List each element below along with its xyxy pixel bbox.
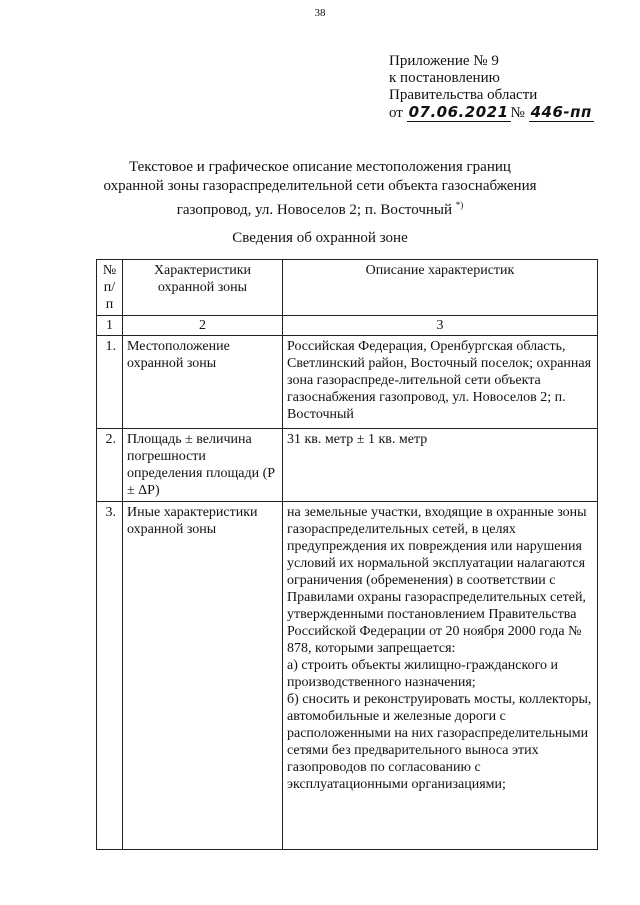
appendix-line-1: Приложение № 9 [389, 53, 499, 69]
appendix-date-line [389, 104, 594, 122]
row-characteristic: Местоположение охранной зоны [123, 336, 283, 429]
title-line-1: Текстовое и графическое описание местоположения границ [129, 159, 511, 175]
handwritten-date: 07.06.2021 [408, 103, 509, 121]
footnote-mark: *) [455, 200, 464, 210]
section-title: Сведения об охранной зоне [232, 230, 408, 246]
restriction-item-a: а) строить объекты жилищно-гражданского и производственного назначения; [287, 658, 558, 690]
header-description: Описание характеристик [283, 260, 598, 316]
title-line-3 [0, 196, 640, 220]
row-characteristic: Площадь ± величина погрешности определения площади (P ± ΔP) [123, 429, 283, 502]
number-prefix: № [510, 105, 525, 121]
appendix-line-3: Правительства области [389, 87, 538, 103]
document-title [0, 158, 640, 220]
column-number-3: 3 [283, 316, 598, 336]
appendix-line-2: к постановлению [389, 70, 500, 86]
page-number: 38 [314, 7, 326, 19]
table-row [97, 429, 598, 502]
appendix-block [389, 53, 594, 122]
title-line-2: охранной зоны газораспределительной сети объекта газоснабжения [103, 178, 537, 194]
restriction-item-b: б) сносить и реконструировать мосты, коллекторы, автомобильные и железные дороги с расположенными на них газораспределительными сетями без предварительного выноса этих газопроводов по согласованию с эксплуатационными организациями; [287, 692, 592, 792]
column-number-2: 2 [123, 316, 283, 336]
row-number: 2. [97, 429, 123, 502]
date-prefix: от [389, 105, 403, 121]
table-header-row [97, 260, 598, 316]
table-row [97, 502, 598, 850]
column-number-1: 1 [97, 316, 123, 336]
row-number: 1. [97, 336, 123, 429]
protection-zone-table [96, 259, 598, 850]
row-description [283, 502, 598, 850]
row-description: Российская Федерация, Оренбургская область, Светлинский район, Восточный поселок; охранная зона газораспреде-лительной сети объекта газоснабжения газопровод, ул. Новоселов 2; п. Восточный [283, 336, 598, 429]
title-line-3-text: газопровод, ул. Новоселов 2; п. Восточный [176, 202, 453, 218]
table-row [97, 336, 598, 429]
restrictions-intro: на земельные участки, входящие в охранные зоны газораспределительных сетей, в целях предупреждения их повреждения или нарушения условий их нормальной эксплуатации налагаются ограничения (обременения) в соответствии с Правилами охраны газораспределительных сетей, утвержденными постановлением Правительства Российской Федерации от 20 ноября 2000 года № 878, которыми запрещается: [287, 505, 587, 656]
row-characteristic: Иные характеристики охранной зоны [123, 502, 283, 850]
row-number: 3. [97, 502, 123, 850]
header-num: № п/п [97, 260, 123, 316]
row-description: 31 кв. метр ± 1 кв. метр [283, 429, 598, 502]
handwritten-number: 446-пп [530, 103, 592, 121]
header-characteristic: Характеристики охранной зоны [123, 260, 283, 316]
column-numbers-row [97, 316, 598, 336]
